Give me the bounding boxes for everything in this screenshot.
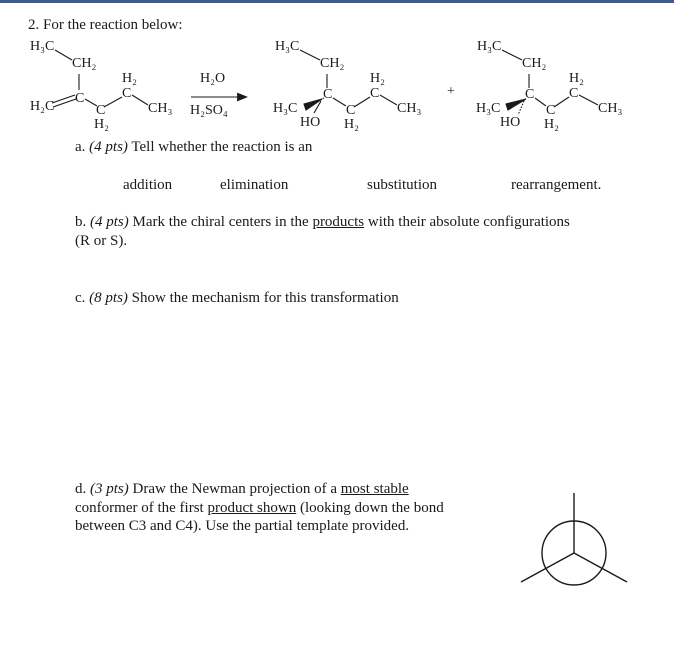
product2-h3c: H₃C	[476, 101, 501, 116]
part-b-label: b.	[75, 214, 90, 230]
part-b-products-underlined: products	[312, 214, 365, 230]
product2-bonds	[502, 50, 598, 115]
part-b-points: (4 pts)	[90, 214, 129, 230]
part-d-line2-b: (looking down the bond	[296, 500, 444, 516]
part-c-points: (8 pts)	[89, 290, 128, 306]
reactant-h2-a: H₂	[94, 117, 109, 132]
option-substitution[interactable]: substitution	[367, 177, 438, 193]
part-d-line3: between C3 and C4). Use the partial template provided.	[75, 518, 410, 534]
product1-ho: HO	[300, 115, 321, 130]
option-elimination[interactable]: elimination	[220, 177, 289, 193]
reactant-c-alkene: C	[75, 91, 85, 106]
part-d-label: d.	[75, 481, 90, 497]
product1-ch2: CH₂	[320, 56, 345, 71]
product2-c-center: C	[525, 87, 535, 102]
part-c-text: Show the mechanism for this transformation	[127, 290, 399, 306]
reactant-bonds	[52, 50, 148, 107]
plus-sign: +	[447, 84, 455, 99]
part-d-product-shown-underlined: product shown	[207, 500, 297, 516]
part-a-question	[75, 139, 312, 156]
reactant-ch2: CH₂	[72, 56, 97, 71]
part-c-label: c.	[75, 290, 90, 306]
product1-c-a: C	[346, 103, 356, 118]
product1-ch3-end: CH₃	[397, 101, 422, 116]
part-a-points: (4 pts)	[89, 139, 128, 155]
product2-ch2: CH₂	[522, 56, 547, 71]
option-rearrangement[interactable]: rearrangement.	[511, 177, 602, 193]
product1-bonds	[300, 50, 397, 113]
reagent-sulfuric-acid: H₂SO₄	[190, 103, 228, 118]
product1-h2-a: H₂	[344, 117, 359, 132]
part-b-line1	[75, 214, 570, 231]
product2-h2-b: H₂	[569, 71, 584, 86]
option-addition[interactable]: addition	[123, 177, 173, 193]
reactant-h2c-left: H₂C	[30, 99, 55, 114]
part-b-text-2: with their absolute configurations	[364, 214, 570, 230]
part-d-line1	[75, 481, 409, 498]
reactant-c-a: C	[96, 103, 106, 118]
product1-h2-b: H₂	[370, 71, 385, 86]
product1-c-b: C	[370, 86, 380, 101]
part-d-text-1: Draw the Newman projection of a	[128, 481, 341, 497]
part-a-text: Tell whether the reaction is an	[127, 139, 313, 155]
part-b-text-1: Mark the chiral centers in the	[128, 214, 313, 230]
reactant-ch3-top: H₃C	[30, 39, 55, 54]
product2-c-b: C	[569, 86, 579, 101]
product2-ch3-end: CH₃	[598, 101, 623, 116]
product1-ch3-top: H₃C	[275, 39, 300, 54]
newman-template	[521, 493, 627, 585]
question-title: 2. For the reaction below:	[28, 17, 183, 33]
product1-h3c: H₃C	[273, 101, 298, 116]
reagent-water: H₂O	[200, 71, 226, 86]
part-d-line2	[75, 500, 444, 517]
reactant-c-b: C	[122, 86, 132, 101]
product2-h2-a: H₂	[544, 117, 559, 132]
part-d-points: (3 pts)	[90, 481, 129, 497]
product1-c-center: C	[323, 87, 333, 102]
part-c-question	[75, 290, 399, 307]
part-d-line2-a: conformer of the first	[75, 500, 208, 516]
part-b-line2: (R or S).	[75, 233, 128, 249]
product2-ch3-top: H₃C	[477, 39, 502, 54]
reactant-h2-b: H₂	[122, 71, 137, 86]
product2-c-a: C	[546, 103, 556, 118]
product2-ho: HO	[500, 115, 521, 130]
part-a-label: a.	[75, 139, 90, 155]
reactant-ch3-end: CH₃	[148, 101, 173, 116]
part-d-most-stable-underlined: most stable	[340, 481, 409, 497]
